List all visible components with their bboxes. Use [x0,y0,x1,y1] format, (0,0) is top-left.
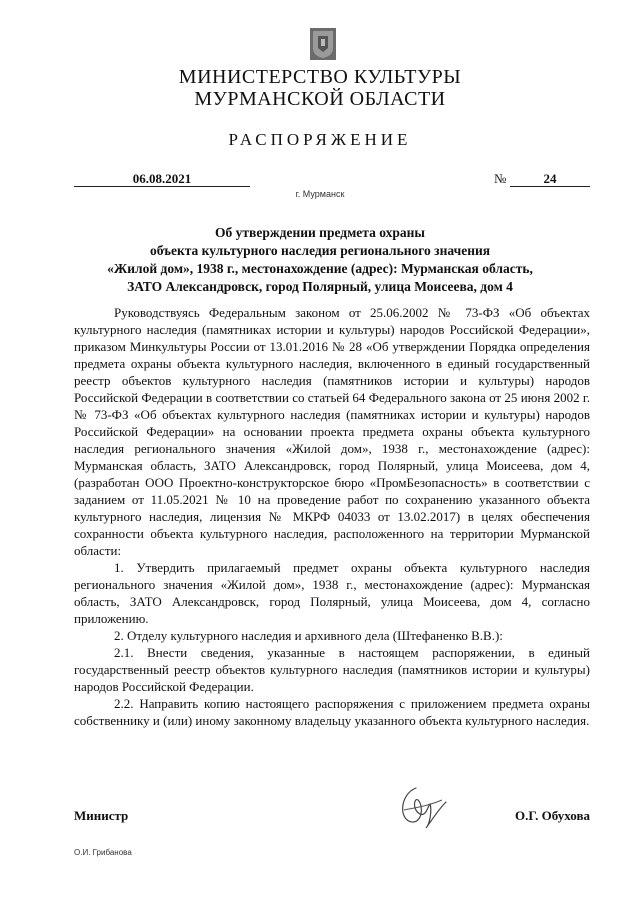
signer-name: О.Г. Обухова [515,808,590,823]
title-line: объекта культурного наследия регионального значения [149,243,491,258]
document-title [60,224,580,296]
document-date: 06.08.2021 [74,171,250,187]
document-number: 24 [510,171,590,187]
signature-block [74,808,590,828]
title-line: Об утверждении предмета охраны [215,225,425,240]
number-label: № [494,171,507,186]
executor-name: О.И. Грибанова [74,848,132,857]
body-paragraph-item-2-2: 2.2. Направить копию настоящего распоряжения с приложением предмета охраны собственнику и (или) иному законному владельцу указанного объекта культурного наследия. [74,696,590,728]
document-type: РАСПОРЯЖЕНИЕ [228,130,412,149]
document-body [74,304,590,729]
body-paragraph-item-2: 2. Отделу культурного наследия и архивного дела (Штефаненко В.В.): [114,628,503,643]
org-name-line2: МУРМАНСКОЙ ОБЛАСТИ [194,88,446,110]
body-paragraph-item-1: 1. Утвердить прилагаемый предмет охраны объекта культурного наследия регионального значения «Жилой дом», 1938 г., местонахождение (адрес): Мурманская область, ЗАТО Александровск, город Полярный, улица Моисеева, дом 4, согласно приложению. [74,560,590,626]
signer-position: Министр [74,808,129,823]
org-name-line1: МИНИСТЕРСТВО КУЛЬТУРЫ [178,66,462,88]
title-line: «Жилой дом», 1938 г., местонахождение (адрес): Мурманская область, [107,261,533,276]
body-paragraph-preamble: Руководствуясь Федеральным законом от 25.06.2002 № 73-ФЗ «Об объектах культурного наследия (памятниках истории и культуры) народов Российской Федерации», приказом Минкультуры России от 13.01.2016 № 28 «Об утверждении Порядка определения предмета охраны объекта культурного наследия, включенного в единый государственный реестр объектов культурного наследия (памятников истории и культуры) народов Российской Федерации в соответствии со статьей 64 Федерального закона от 25 июня 2002 г. № 73-ФЗ «Об объектах культурного наследия (памятниках истории и культуры) народов Российской Федерации» на основании проекта предмета охраны объекта культурного наследия регионального значения «Жилой дом», 1938 г., местонахождение (адрес): Мурманская область, ЗАТО Александровск, город Полярный, улица Моисеева, дом 4, (разработан ООО Проектно-конструкторское бюро «ПромБезопасность» в соответствии с заданием от 11.05.2021 № 10 на проведение работ по сохранению указанного объекта культурного наследия, лицензия № МКРФ 04033 от 13.02.2017) в целях обеспечения сохранности объекта культурного наследия, расположенного на территории Мурманской области: [74,305,590,558]
coat-of-arms-icon [310,28,336,60]
document-city: г. Мурманск [295,189,345,199]
title-line: ЗАТО Александровск, город Полярный, улица Моисеева, дом 4 [127,279,513,294]
body-paragraph-item-2-1: 2.1. Внести сведения, указанные в настоящем распоряжении, в единый государственный реестр объектов культурного наследия (памятников истории и культуры) народов Российской Федерации. [74,645,590,694]
